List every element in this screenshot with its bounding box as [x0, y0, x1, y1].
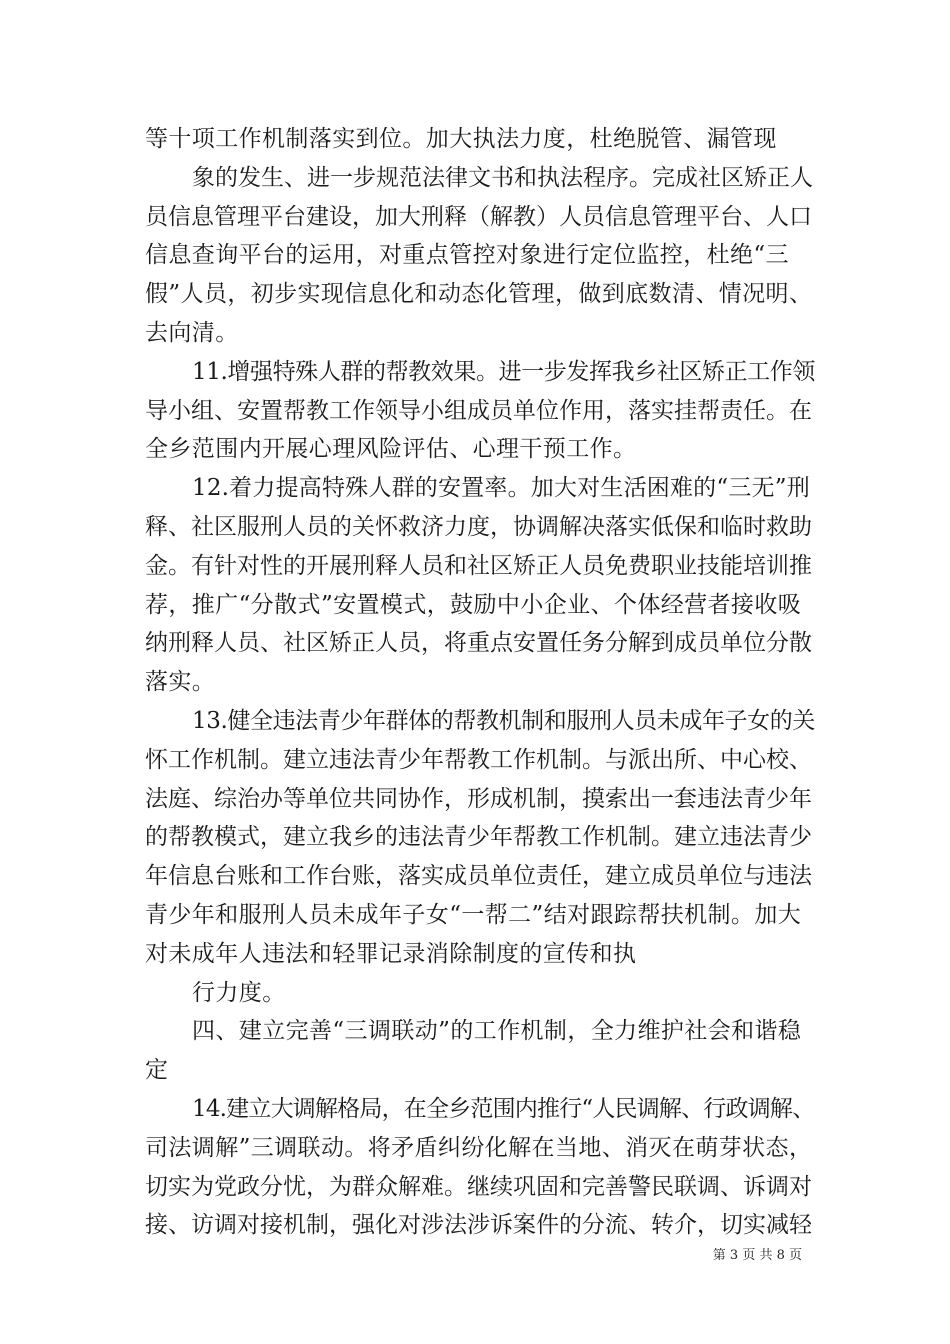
text-line: 法庭、综治办等单位共同协作，形成机制，摸索出一套违法青少年 [145, 786, 812, 812]
text-line: 全乡范围内开展心理风险评估、心理干预工作。 [145, 436, 637, 462]
text-line: 员信息管理平台建设，加大刑释（解教）人员信息管理平台、人口 [145, 204, 812, 230]
text-line: 纳刑释人员、社区矫正人员，将重点安置任务分解到成员单位分散 [145, 630, 812, 656]
text-line: 荐，推广“分散式”安置模式，鼓励中小企业、个体经营者接收吸 [145, 592, 802, 618]
text-line: 象的发生、进一步规范法律文书和执法程序。完成社区矫正人 [192, 165, 813, 191]
text-line: 怀工作机制。建立违法青少年帮教工作机制。与派出所、中心校、 [145, 747, 812, 773]
text-line: 12.着力提高特殊人群的安置率。加大对生活困难的“三无”刑 [192, 475, 810, 501]
section-heading: 定 [145, 1057, 169, 1083]
text-line: 对未成年人违法和轻罪记录消除制度的宣传和执 [145, 941, 637, 967]
text-line: 13.健全违法青少年群体的帮教机制和服刑人员未成年子女的关 [192, 708, 815, 734]
text-line: 导小组、安置帮教工作领导小组成员单位作用，落实挂帮责任。在 [145, 398, 812, 424]
text-line: 的帮教模式，建立我乡的违法青少年帮教工作机制。建立违法青少 [145, 824, 812, 850]
text-line: 落实。 [145, 669, 216, 695]
text-line: 青少年和服刑人员未成年子女“一帮二”结对跟踪帮扶机制。加大 [145, 902, 802, 928]
page-number: 第 3 页 共 8 页 [712, 1248, 802, 1263]
text-line: 切实为党政分忧，为群众解难。继续巩固和完善警民联调、诉调对 [145, 1174, 812, 1200]
text-line: 去向清。 [145, 320, 239, 346]
text-line: 接、访调对接机制，强化对涉法涉诉案件的分流、转介，切实减轻 [145, 1212, 812, 1238]
text-line: 释、社区服刑人员的关怀救济力度，协调解决落实低保和临时救助 [145, 514, 812, 540]
text-line: 14.建立大调解格局，在全乡范围内推行“人民调解、行政调解、 [192, 1096, 815, 1122]
text-line: 11.增强特殊人群的帮教效果。进一步发挥我乡社区矫正工作领 [192, 359, 815, 385]
text-line: 假”人员，初步实现信息化和动态化管理，做到底数清、情况明、 [145, 281, 813, 307]
text-line: 年信息台账和工作台账，落实成员单位责任，建立成员单位与违法 [145, 863, 812, 889]
text-line: 金。有针对性的开展刑释人员和社区矫正人员免费职业技能培训推 [145, 553, 812, 579]
text-line: 等十项工作机制落实到位。加大执法力度，杜绝脱管、漏管现 [145, 126, 777, 152]
section-heading: 四、建立完善“三调联动”的工作机制，全力维护社会和谐稳 [192, 1018, 802, 1044]
text-line: 司法调解”三调联动。将矛盾纠纷化解在当地、消灭在萌芽状态， [145, 1135, 813, 1161]
text-line: 信息查询平台的运用，对重点管控对象进行定位监控，杜绝“三 [145, 242, 789, 268]
text-line: 行力度。 [192, 980, 286, 1006]
